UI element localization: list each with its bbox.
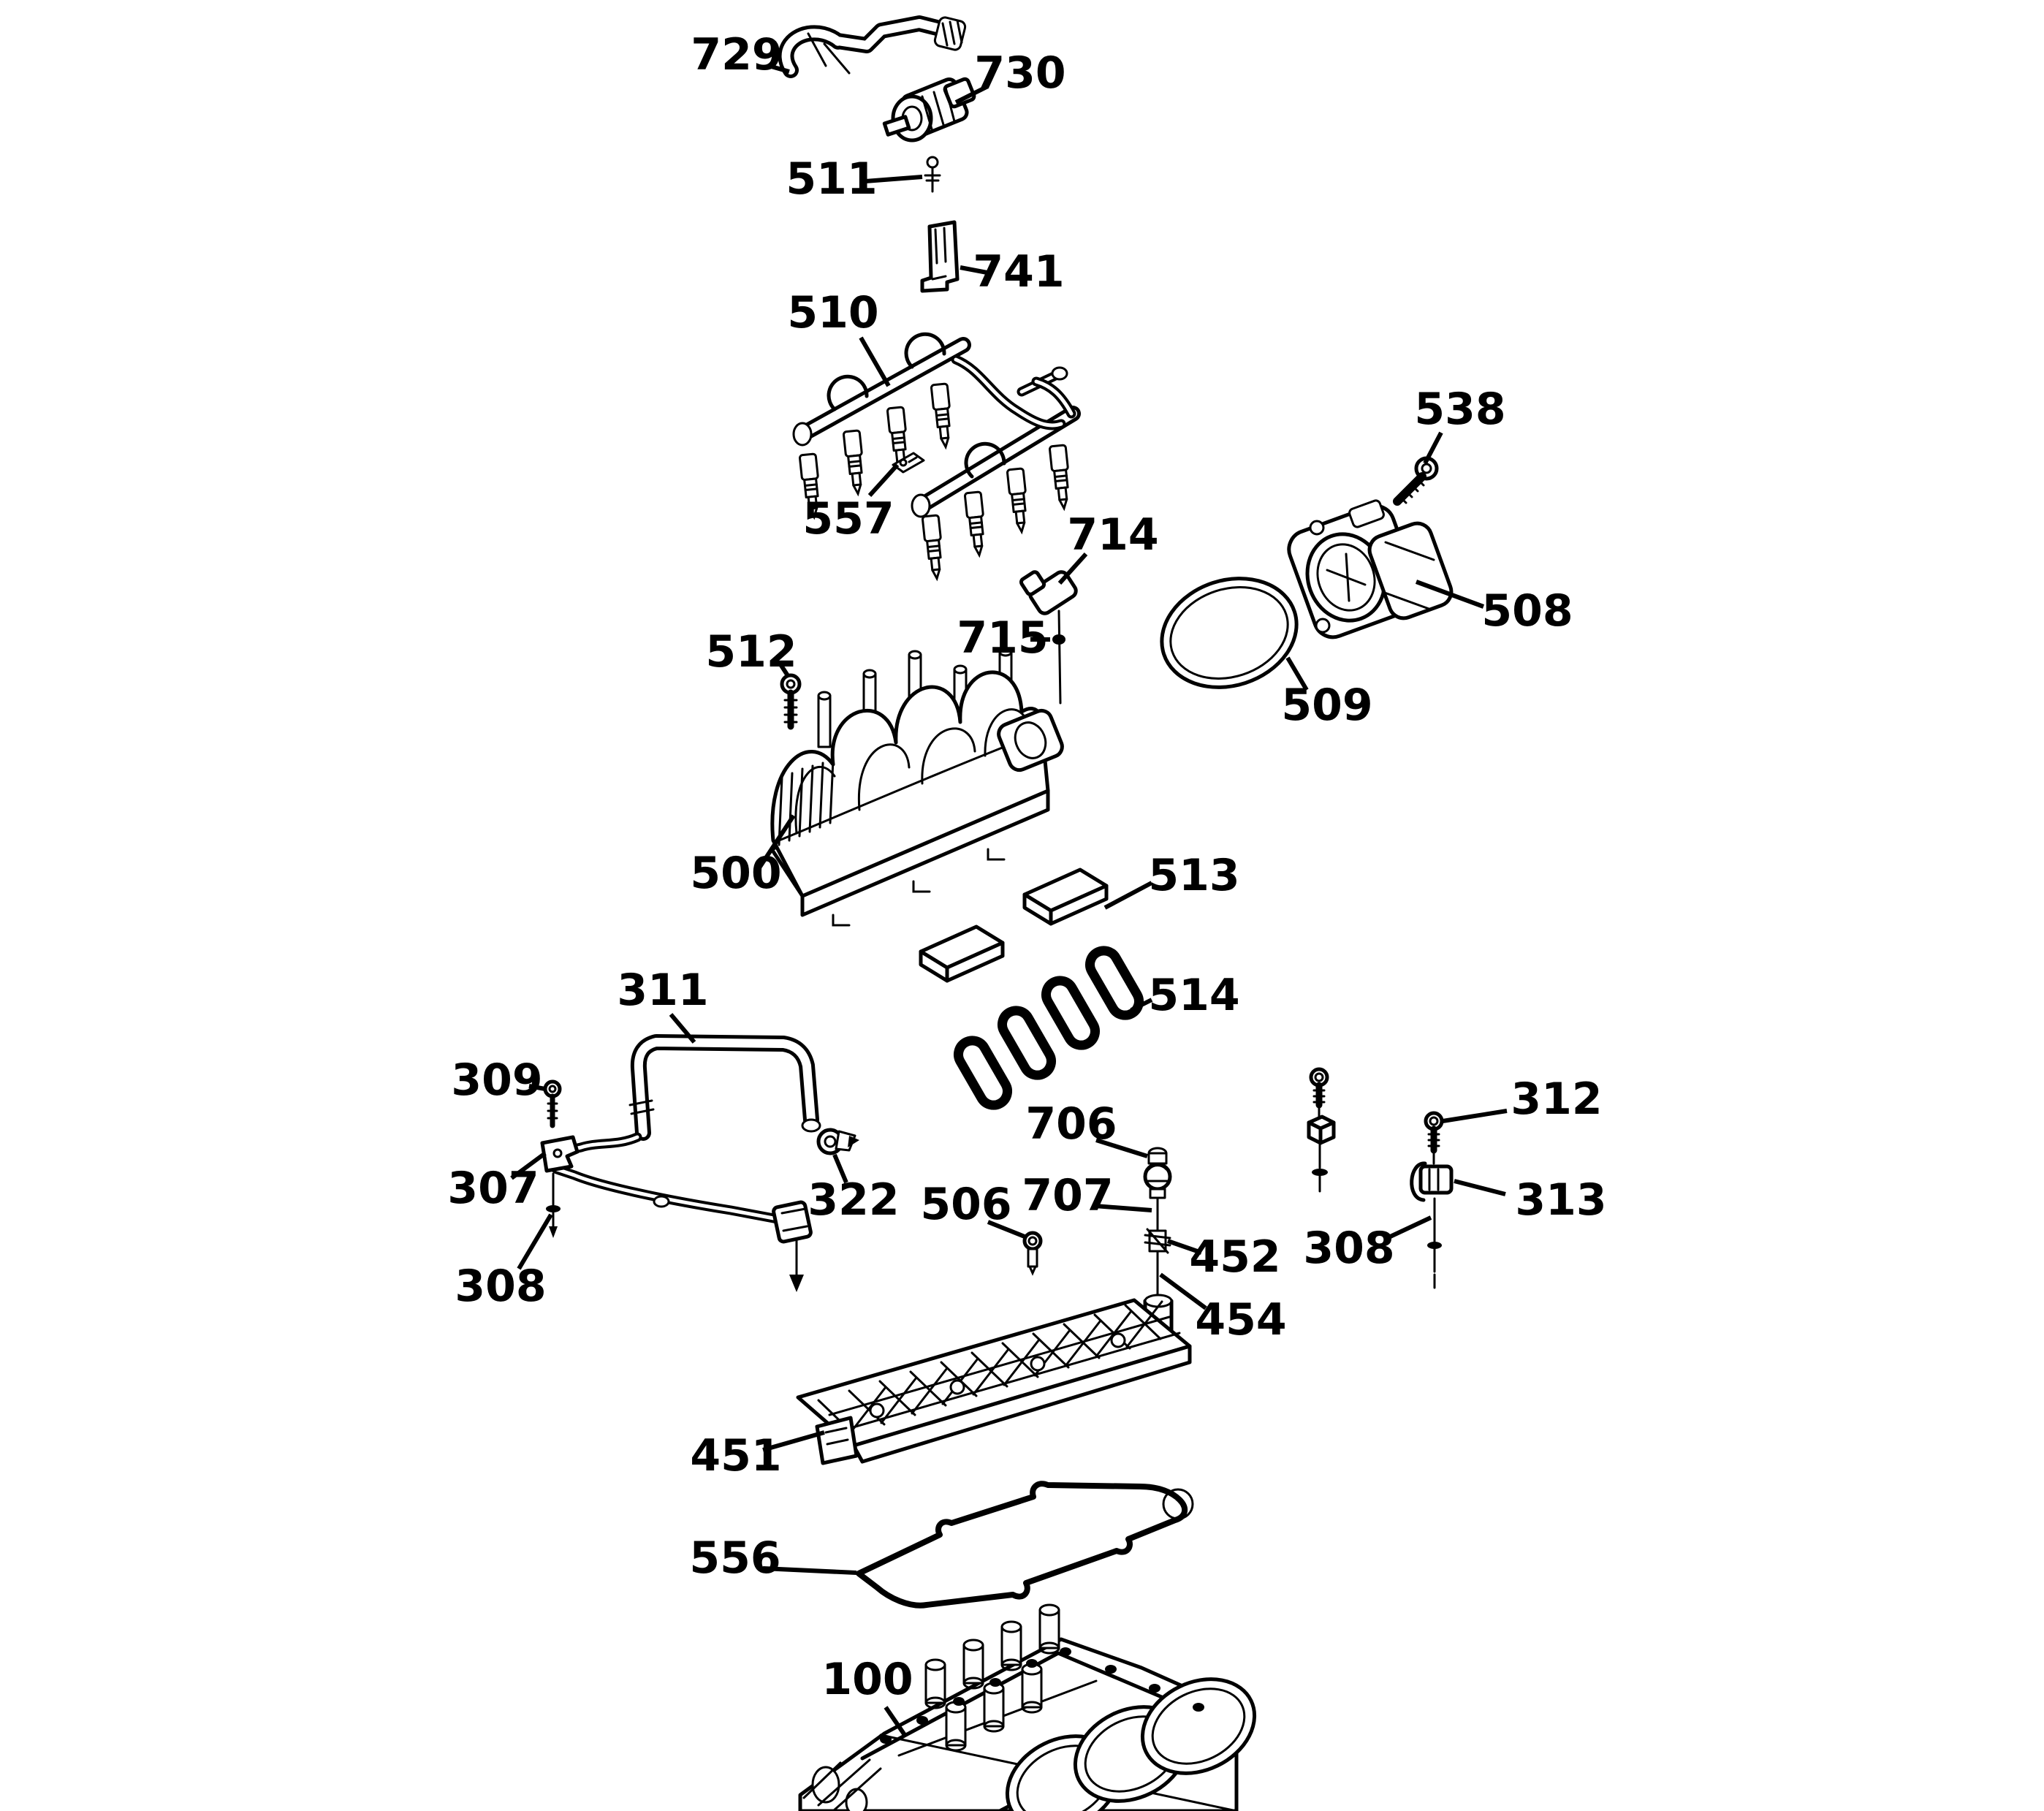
part-511-bolt [925, 157, 940, 191]
leader-313 [1454, 1181, 1505, 1194]
leader-557 [870, 465, 897, 496]
label-454: 454 [1195, 1294, 1287, 1345]
label-706: 706 [1025, 1098, 1117, 1150]
label-312: 312 [1511, 1074, 1603, 1125]
leader-510 [861, 338, 889, 386]
label-451: 451 [690, 1430, 782, 1481]
part-100-engine-block [800, 1605, 1270, 1811]
label-313: 313 [1515, 1174, 1607, 1226]
label-509: 509 [1281, 680, 1373, 731]
label-500: 500 [690, 848, 782, 899]
label-311: 311 [617, 965, 709, 1016]
leader-513 [1105, 883, 1152, 908]
label-512: 512 [705, 626, 797, 677]
label-556: 556 [689, 1533, 781, 1584]
part-313-retainer [1412, 1163, 1451, 1200]
part-307-bracket [542, 1137, 577, 1171]
label-707: 707 [1022, 1170, 1114, 1221]
part-309-bolt [545, 1082, 560, 1125]
part-729-vapor-pipe [786, 16, 967, 73]
part-512-bolt [782, 675, 799, 726]
label-308-right: 308 [1303, 1223, 1395, 1274]
part-506-bolt [1025, 1233, 1041, 1273]
label-508: 508 [1481, 585, 1573, 637]
part-514-port-seals [954, 946, 1144, 1110]
fuel-injector [931, 384, 954, 448]
part-513-pads [921, 870, 1106, 981]
label-506: 506 [920, 1179, 1012, 1230]
label-100: 100 [821, 1654, 913, 1705]
label-514: 514 [1148, 970, 1240, 1021]
label-715: 715 [957, 612, 1049, 664]
part-556-gasket [859, 1484, 1193, 1605]
label-513: 513 [1148, 850, 1240, 901]
label-557: 557 [802, 493, 894, 544]
label-308-left: 308 [455, 1261, 547, 1312]
label-714: 714 [1067, 509, 1159, 561]
part-730-purge-solenoid [884, 77, 975, 140]
fuel-injector [1007, 468, 1030, 533]
label-538: 538 [1414, 384, 1506, 435]
part-312-bolt [1426, 1113, 1442, 1163]
part-741-bracket [922, 222, 957, 291]
leader-lines [512, 66, 1507, 1735]
fuel-injector [922, 515, 945, 580]
label-307: 307 [447, 1163, 539, 1214]
label-510: 510 [787, 287, 879, 338]
part-311-pcv-pipe [551, 1042, 820, 1292]
part-451-valley-cover [798, 1300, 1190, 1463]
label-729: 729 [691, 29, 783, 80]
fuel-injector [843, 430, 866, 495]
label-452: 452 [1189, 1231, 1281, 1283]
part-508-throttle-body [1284, 499, 1456, 642]
label-730: 730 [974, 48, 1066, 99]
label-322: 322 [808, 1174, 900, 1226]
part-308-stud-left [546, 1174, 561, 1238]
part-322-clip [818, 1130, 859, 1153]
label-309: 309 [451, 1055, 543, 1106]
label-741: 741 [973, 246, 1065, 297]
leader-312 [1443, 1111, 1507, 1121]
fuel-injector [965, 492, 987, 556]
fuel-injector [1049, 445, 1072, 509]
part-308-stud-right [1427, 1199, 1442, 1288]
callout-labels [447, 29, 1606, 1705]
part-500-intake-manifold [772, 648, 1065, 925]
bolt-spacer-assembly [1309, 1069, 1334, 1191]
label-511: 511 [786, 153, 878, 205]
part-538-bolt [1397, 458, 1437, 503]
